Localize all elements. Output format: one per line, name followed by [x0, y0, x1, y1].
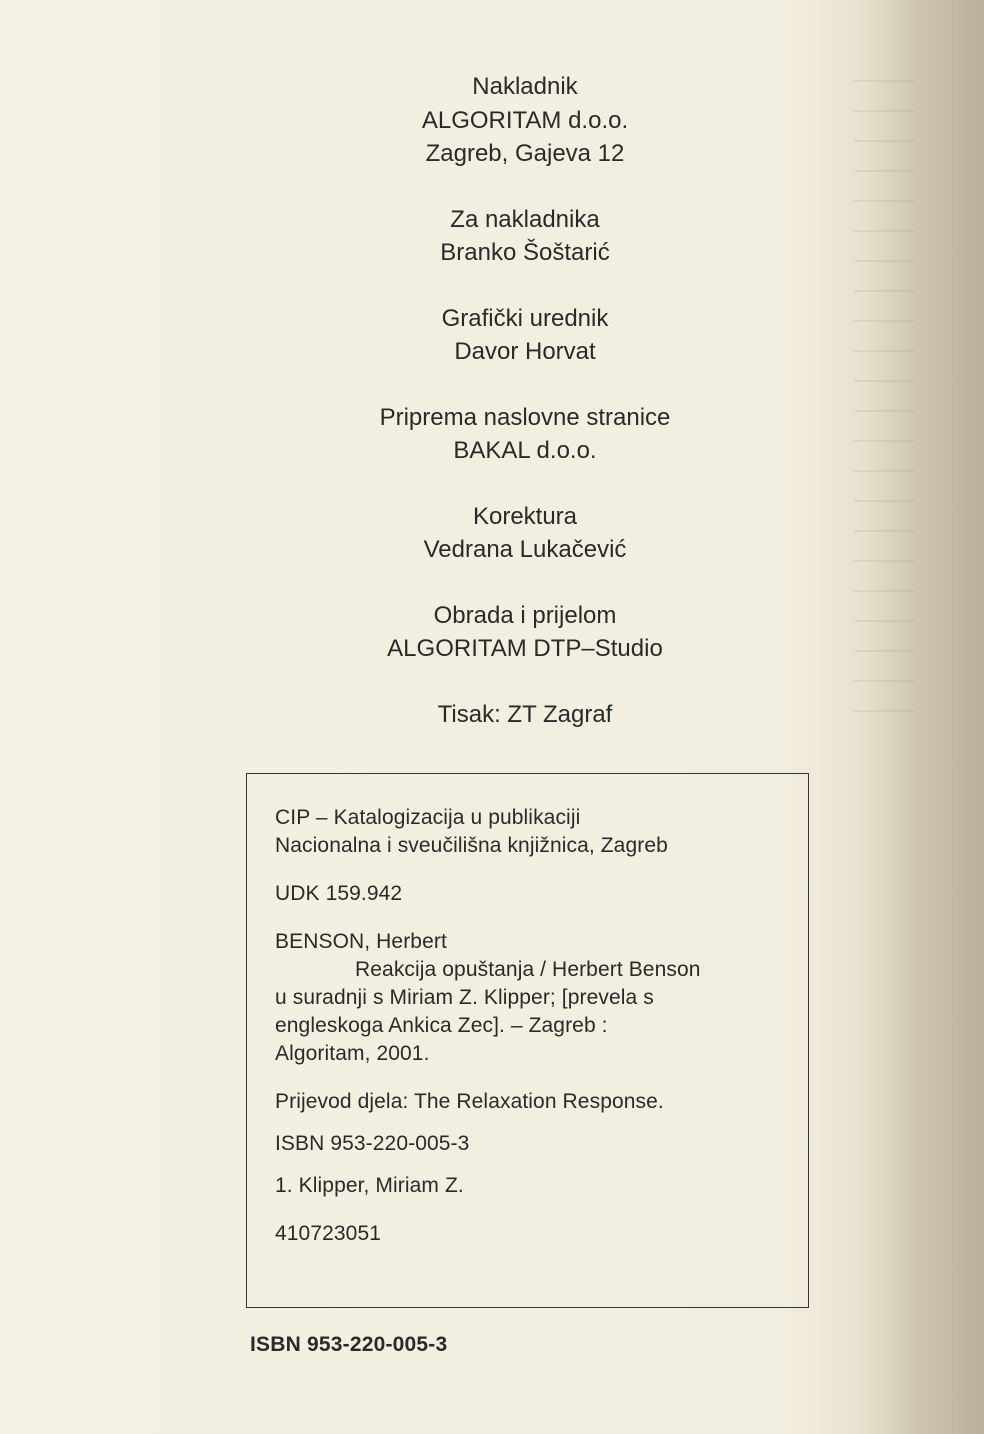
- cip-udk: UDK 159.942: [275, 882, 403, 905]
- credit-cover: [0, 401, 984, 468]
- cip-entry-line: u suradnji s Miriam Z. Klipper; [prevela s: [275, 986, 654, 1009]
- cip-translation: Prijevod djela: The Relaxation Response.: [275, 1090, 664, 1113]
- cip-catalog-box: [246, 773, 809, 1308]
- credit-proofreading: [0, 500, 984, 567]
- cip-entry-line: Algoritam, 2001.: [275, 1042, 430, 1065]
- credit-line: Obrada i prijelom: [433, 601, 617, 629]
- credit-line: ALGORITAM d.o.o.: [421, 106, 629, 134]
- credit-line: Korektura: [472, 502, 578, 530]
- cip-entry-line: engleskoga Ankica Zec]. – Zagreb :: [275, 1014, 608, 1037]
- cip-text: [275, 804, 795, 1248]
- credit-line: Davor Horvat: [454, 338, 596, 365]
- credit-line: BAKAL d.o.o.: [453, 437, 597, 464]
- cip-added-entry: 1. Klipper, Miriam Z.: [275, 1174, 464, 1197]
- cip-author: BENSON, Herbert: [275, 930, 447, 953]
- credit-line: Nakladnik: [472, 73, 578, 100]
- credit-for-publisher: [0, 203, 984, 270]
- credit-line: Zagreb, Gajeva 12: [425, 140, 625, 167]
- cip-entry-line: Reakcija opuštanja / Herbert Benson: [355, 958, 701, 981]
- cip-record-number: 410723051: [275, 1222, 382, 1245]
- credit-printing: [0, 698, 984, 732]
- cip-header: CIP – Katalogizacija u publikaciji: [275, 806, 581, 829]
- cip-isbn: ISBN 953-220-005-3: [275, 1132, 470, 1155]
- isbn-number: ISBN 953-220-005-3: [250, 1333, 448, 1356]
- credit-line: Za nakladnika: [450, 205, 600, 233]
- credit-line: Priprema naslovne stranice: [379, 403, 671, 431]
- credit-typesetting: [0, 599, 984, 666]
- credit-publisher: [0, 70, 984, 171]
- credit-line: Tisak: ZT Zagraf: [437, 700, 613, 728]
- credit-line: ALGORITAM DTP–Studio: [387, 635, 663, 662]
- credit-graphic-editor: [0, 302, 984, 369]
- credit-line: Vedrana Lukačević: [423, 536, 627, 563]
- credit-line: Grafički urednik: [441, 304, 609, 332]
- cip-library: Nacionalna i sveučilišna knjižnica, Zagreb: [275, 834, 668, 857]
- credit-line: Branko Šoštarić: [440, 239, 610, 266]
- publisher-credits: [0, 70, 984, 763]
